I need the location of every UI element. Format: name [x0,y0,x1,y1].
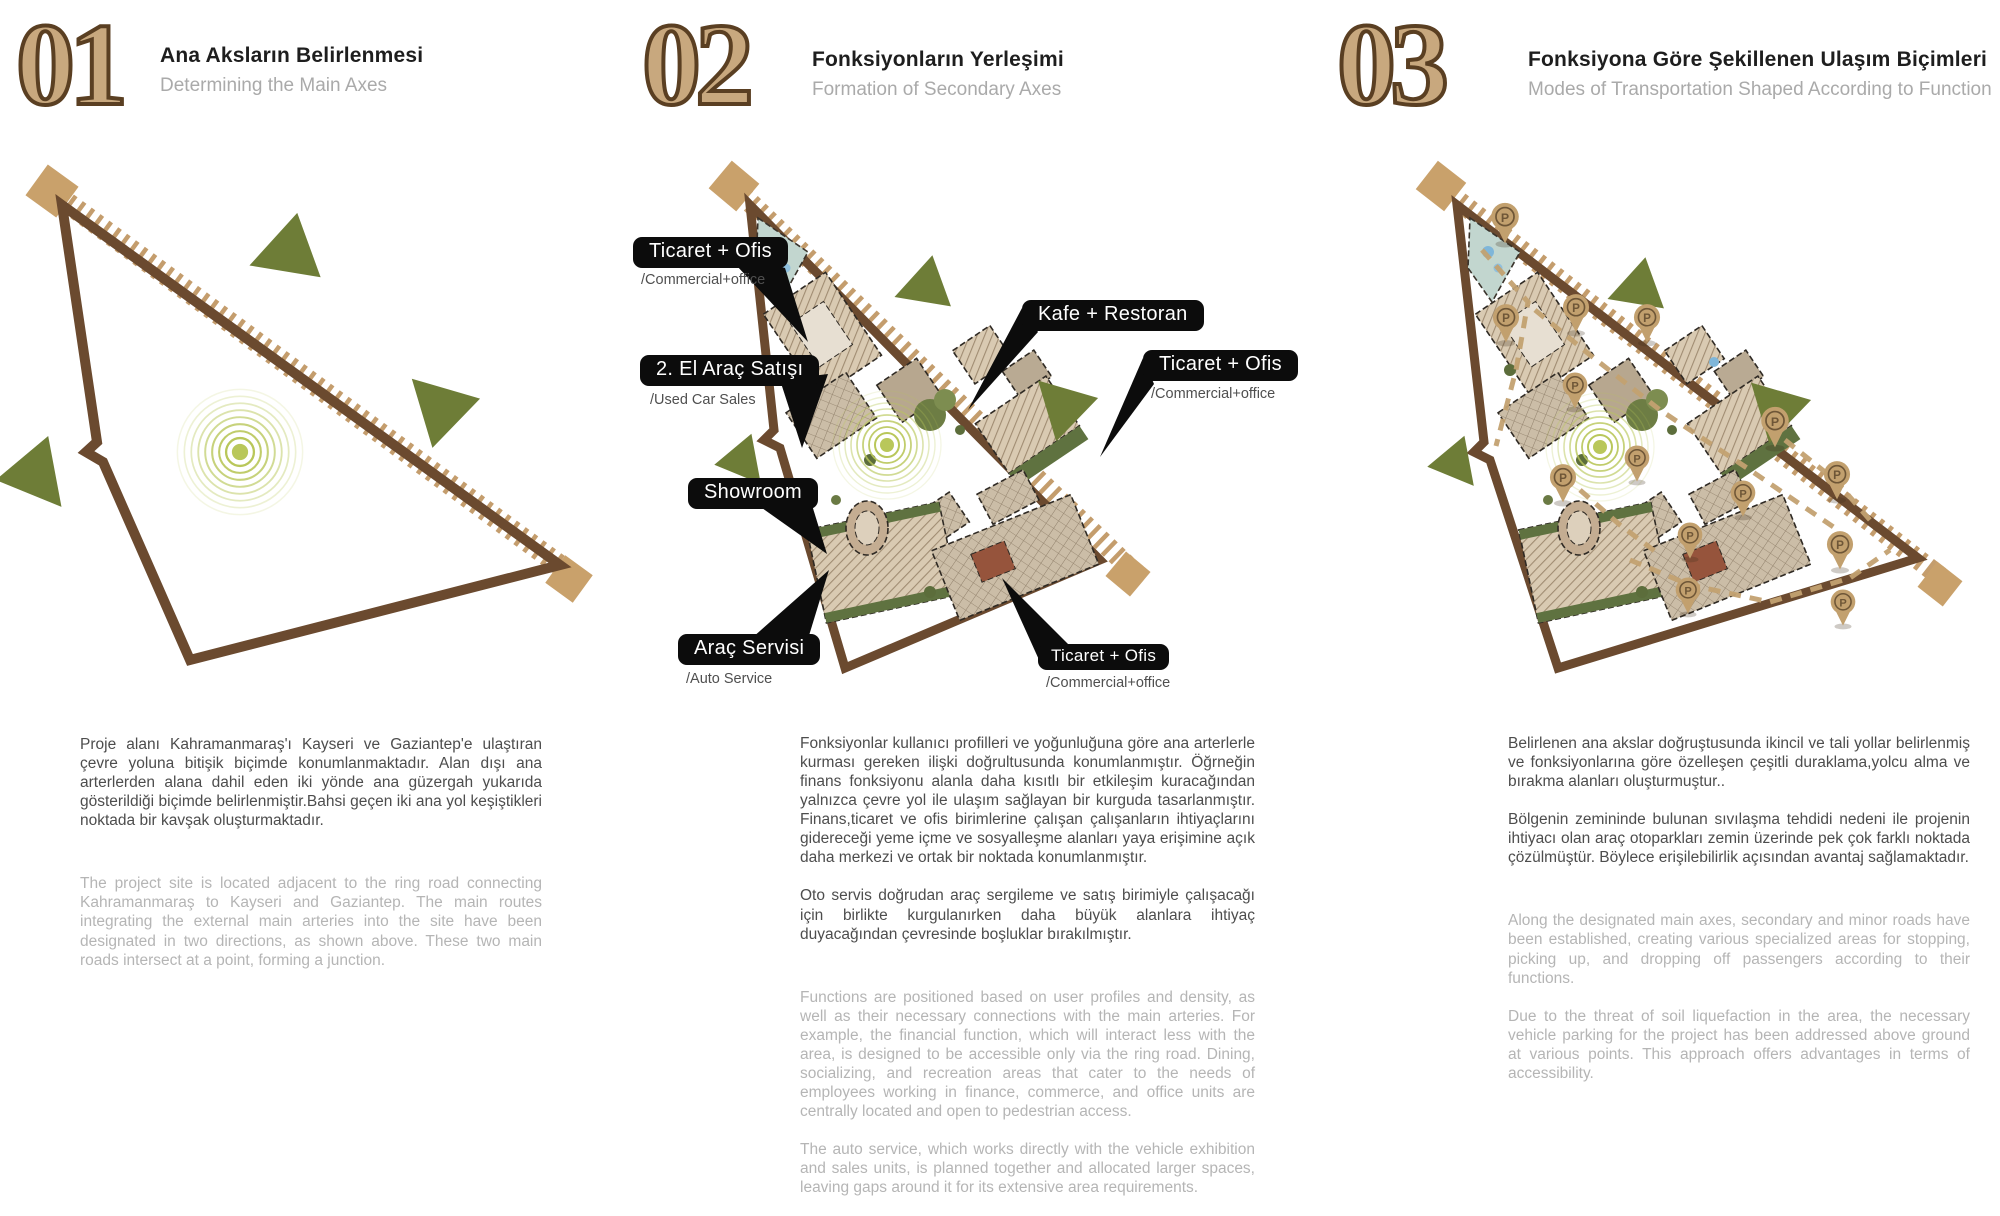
panel1-subtitle: Determining the Main Axes [160,75,388,96]
panel2-paragraph-en: The auto service, which works directly with the vehicle exhibition and sales units, is planned together and allocated larger spaces, leaving gaps around it for its extensive area requirements. [800,1141,1255,1197]
panel1-title: Ana Aksların Belirlenmesi [160,44,424,67]
label-text: 2. El Araç Satışı [656,358,804,380]
panel2-subtitle: Formation of Secondary Axes [812,79,1062,100]
label-used-car [640,355,819,386]
panel3-subtitle: Modes of Transportation Shaped According to Function [1528,79,1992,100]
panel3-paragraph-en: Along the designated main axes, secondary and minor roads have been established, creating various specialized areas for stopping, picking up, and dropping off passengers according to their functions. [1508,912,1970,987]
label-used-car-sub: /Used Car Sales [650,392,756,408]
label-showroom [688,478,818,509]
label-text: Ticaret + Ofis [1051,646,1157,665]
panel2-paragraph-tr: Fonksiyonlar kullanıcı profilleri ve yoğunluğuna göre ana arterlerle kurması gereken ilişki doğrultusunda konumlanmıştır. Öğrneğin finans fonksiyonu alanla daha kısıtlı bir etkileşim kuracağından yalnızca çevre yol ile ulaşım sağlayan bir kurguda tasarlanmıştır. Finans,ticaret ve ofis birimlerine çalışan çalışanların ihtiyaçlarını gidereceği yeme içme ve sosyalleşme alanları yaya erişimine açık daha merkezi ve ortak bir noktada konumlanmıştır. [800,735,1255,867]
panel1-text [80,735,542,989]
label-ticaret-ofis-2 [1143,350,1298,381]
label-ticaret-ofis-3-sub: /Commercial+office [1046,675,1171,691]
panel1-header [160,44,423,97]
panel3-paragraph-tr: Belirlenen ana akslar doğruştusunda ikincil ve tali yollar belirlenmiş ve fonksiyonlarına göre özelleşen çeşitli duraklama,yolcu alma ve bırakma alanları oluşturmuştur.. [1508,735,1970,791]
label-text: Kafe + Restoran [1038,303,1188,325]
panel2-paragraph-tr: Oto servis doğrudan araç sergileme ve satış birimiyle çalışacağı için birlikte kurgulanırken daha büyük alanlara ihtiyaç duyacağından çevresinde boşluklar bırakılmıştır. [800,887,1255,943]
panel3-diagram [1330,130,2000,720]
label-ticaret-ofis-1 [633,237,788,268]
label-text: Showroom [704,481,802,503]
panel2-diagram [630,130,1330,720]
panel1-number: 01 [16,0,122,130]
label-text: Ticaret + Ofis [1159,353,1282,375]
label-ticaret-ofis-1-sub: /Commercial+office [641,272,766,288]
panel2-paragraph-en: Functions are positioned based on user profiles and density, as well as their necessary connections with the main arteries. For example, the financial function, which will interact less with the area, is designed to be accessible only via the ring road. Dining, socializing, and recreation areas that cater to the needs of employees working in finance, commerce, and office units are centrally located and open to pedestrian access. [800,988,1255,1120]
panel3-paragraph-en: Due to the threat of soil liquefaction in the area, the necessary vehicle parking for the project has been addressed above ground at various points. This approach offers advantages in terms of accessibility. [1508,1007,1970,1082]
panel3-number: 03 [1337,0,1443,130]
panel1-paragraph-en: The project site is located adjacent to the ring road connecting Kahramanmaraş to Kayseri and Gaziantep. The main routes integrating the external main arteries into the site have been designated in two directions, as shown above. These two main roads intersect at a point, forming a junction. [80,875,542,969]
panel3-paragraph-tr: Bölgenin zemininde bulunan sıvılaşma tehdidi nedeni ile projenin ihtiyacı olan araç otoparkları zemin üzerinde pek çok farklı noktada çözülmüştür. Böylece erişilebilirlik açısından avantaj sağlamaktadır. [1508,811,1970,867]
road-end-marker [1918,562,1963,607]
panel3-title: Fonksiyona Göre Şekillenen Ulaşım Biçimleri [1528,48,1988,71]
panel1-paragraph-tr: Proje alanı Kahramanmaraş'ı Kayseri ve Gaziantep'e ulaştıran çevre yoluna bitişik biçimde konumlanmaktadır. Alan dışı ana arterlerden alana dahil eden iki yönde ana güzergah yukarıda gösterildiği biçimde belirlenmiştir.Bahsi geçen iki ana yol keşiştikleri noktada bir kavşak oluşturmaktadır. [80,736,542,830]
label-ticaret-ofis-2-sub: /Commercial+office [1151,386,1276,402]
label-arac-servisi-sub: /Auto Service [686,671,773,687]
panel2-text [800,734,1255,1216]
label-ticaret-ofis-3 [1038,644,1169,670]
panel2-header [812,48,1064,101]
panel3-text [1508,734,1970,1102]
label-kafe-restoran [1022,300,1204,331]
panel3-header [1528,48,1992,101]
label-arac-servisi [678,634,820,665]
label-text: Araç Servisi [694,637,805,659]
label-text: Ticaret + Ofis [649,240,772,262]
panel2-number: 02 [642,0,748,130]
panel1-diagram [0,130,650,710]
panel2-title: Fonksiyonların Yerleşimi [812,48,1064,71]
